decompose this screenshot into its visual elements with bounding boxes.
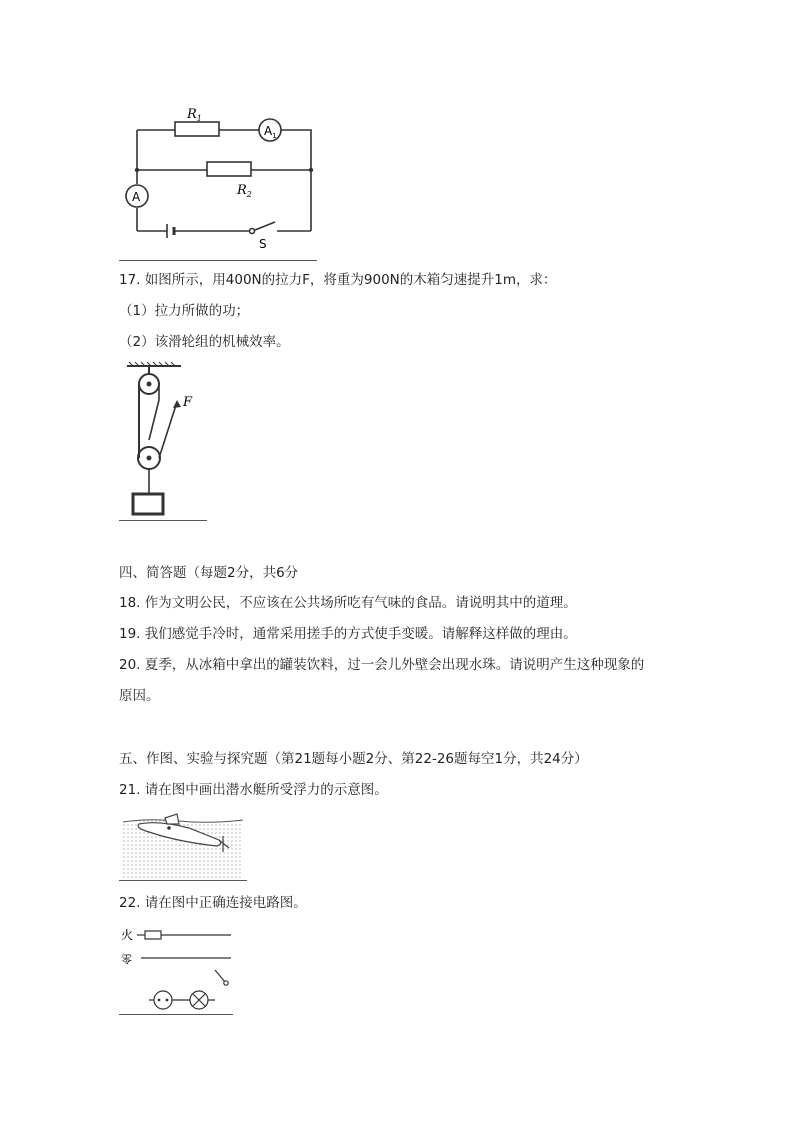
pulley-diagram: [119, 360, 209, 520]
pulley-figure: [119, 360, 209, 520]
figure-rule: [119, 880, 247, 881]
submarine-diagram: [119, 808, 247, 880]
ammeter-a1-label: $A_1$: [264, 124, 277, 140]
q22-text: 22. 请在图中正确连接电路图。: [119, 895, 307, 911]
q19-text: 19. 我们感觉手冷时，通常采用搓手的方式使手变暖。请解释这样做的理由。: [119, 626, 577, 642]
r2-label: $R_2$: [237, 183, 252, 199]
neutral-wire-label: 零: [121, 953, 132, 966]
figure-rule: [119, 260, 317, 261]
submarine-figure: [119, 808, 247, 880]
q17-part2: （2）该滑轮组的机械效率。: [119, 334, 290, 350]
q20-text-cont: 原因。: [119, 688, 160, 704]
circuit-diagram: [119, 100, 319, 260]
figure-rule: [119, 1014, 233, 1015]
section-4-title: 四、简答题（每题2分，共6分: [119, 565, 299, 581]
wiring-figure: [119, 922, 239, 1014]
switch-label: S: [259, 237, 267, 251]
q18-text: 18. 作为文明公民，不应该在公共场所吃有气味的食品。请说明其中的道理。: [119, 595, 577, 611]
wiring-diagram: [119, 922, 239, 1014]
r1-label: $R_1$: [187, 107, 202, 123]
ammeter-a-label: A: [132, 190, 141, 204]
section-5-title: 五、作图、实验与探究题（第21题每小题2分、第22-26题每空1分，共24分）: [119, 751, 588, 767]
q17-part1: （1）拉力所做的功；: [119, 303, 250, 319]
live-wire-label: 火: [121, 928, 134, 942]
q21-text: 21. 请在图中画出潜水艇所受浮力的示意图。: [119, 782, 388, 798]
q17-stem: 17. 如图所示，用400N的拉力F，将重为900N的木箱匀速提升1m，求：: [119, 272, 557, 288]
figure-rule: [119, 520, 207, 521]
force-label: F: [183, 395, 193, 410]
circuit-figure: [119, 100, 319, 260]
q20-text: 20. 夏季，从冰箱中拿出的罐装饮料，过一会儿外壁会出现水珠。请说明产生这种现象的: [119, 657, 645, 673]
